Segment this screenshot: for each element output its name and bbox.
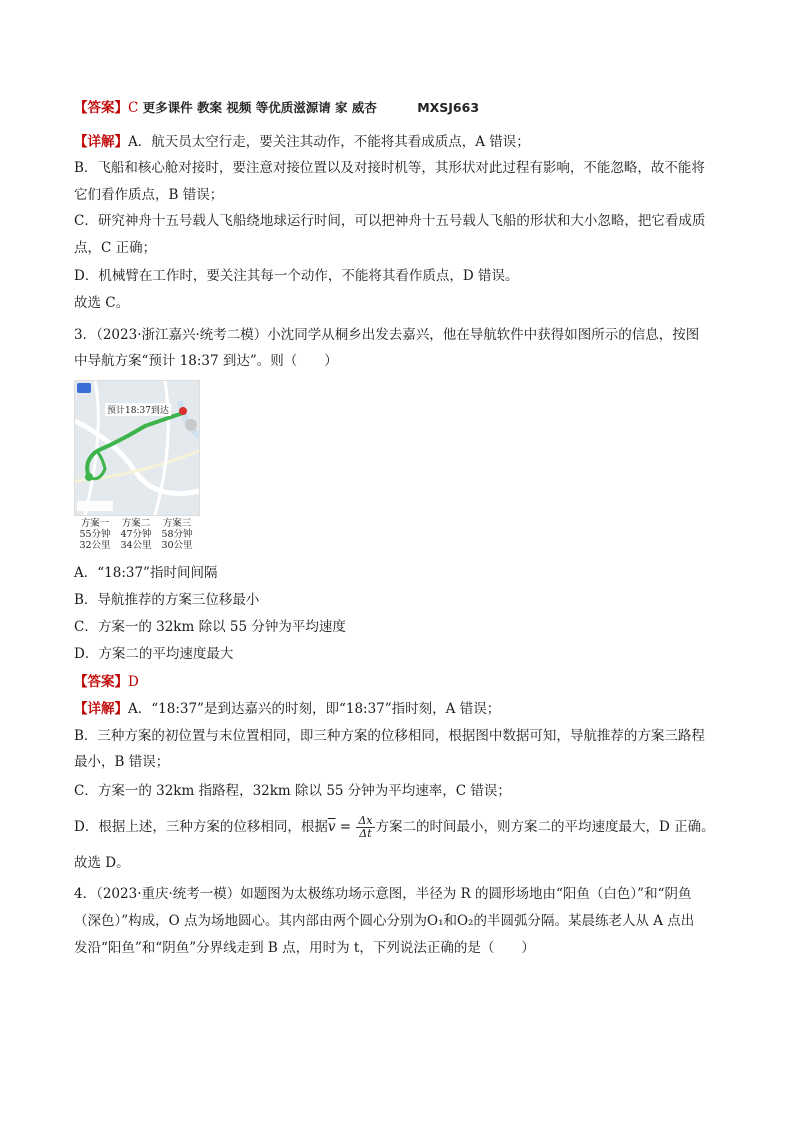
detail-tag: 【详解】 [74, 134, 128, 150]
navigation-map-figure [74, 380, 200, 516]
option-a: A．“18:37”指时间间隔 [74, 565, 218, 581]
velocity-fraction: $\frac{\Delta x}{\Delta t}$ [358, 814, 373, 840]
detail-line: C．方案一的 32km 指路程，32km 除以 55 分钟为平均速率，C 错误； [74, 783, 511, 799]
detail-line: B．飞船和核心舱对接时，要注意对接位置以及对接时机等，其形状对此过程有影响，不能忽略，故不能将 [74, 160, 705, 176]
detail-line: 点，C 正确； [74, 240, 157, 256]
start-marker [85, 473, 93, 481]
map-arrival-label: 预计18:37到达 [105, 403, 171, 416]
answer-tag: 【答案】 [74, 674, 128, 690]
question-4-line: 4．（2023·重庆·统考一模）如题图为太极练功场示意图，半径为 R 的圆形场地由“阳鱼（白色）”和“阴鱼 [74, 886, 692, 902]
answer-value: D [128, 674, 139, 690]
detail-line: C．研究神舟十五号载人飞船绕地球运行时间，可以把神舟十五号载人飞船的形状和大小忽略，把它看成质 [74, 213, 706, 229]
map-svg [75, 381, 199, 515]
question-4-line: 发沿“阳鱼”和“阴鱼”分界线走到 B 点，用时为 t，下列说法正确的是（ ） [74, 940, 535, 956]
detail-tag: 【详解】 [74, 701, 128, 717]
detail-line: B．三种方案的初位置与末位置相同，即三种方案的位移相同，根据图中数据可知，导航推荐的方案三路程 [74, 728, 705, 744]
answer-value: C [128, 100, 139, 116]
end-marker [179, 407, 187, 415]
plan-item: 方案二 47分钟 34公里 [120, 518, 152, 551]
plan-item: 方案三 58分钟 30公里 [161, 518, 193, 551]
detail-line: D．机械臂在工作时，要关注其每一个动作，不能将其看作质点，D 错误。 [74, 268, 519, 284]
detail-line-formula: D．根据上述，三种方案的位移相同，根据$\overline{v}$ = $\frac{\Delta x}{\Delta t}$ 方案二的时间最小，则方案二的平均速度最大，D 正确。 [74, 814, 715, 840]
plan-item: 方案一 55分钟 32公里 [79, 518, 111, 551]
route-plans [74, 518, 198, 554]
option-c: C．方案一的 32km 除以 55 分钟为平均速度 [74, 619, 346, 635]
detail-line: 【详解】A．“18:37”是到达嘉兴的时刻，即“18:37”指时刻，A 错误； [74, 701, 501, 717]
answer-tag: 【答案】 [74, 100, 128, 116]
detail-line: 最小，B 错误； [74, 754, 170, 770]
detail-line: 故选 D。 [74, 855, 130, 871]
option-d: D．方案二的平均速度最大 [74, 646, 234, 662]
detail-line: 【详解】A．航天员太空行走，要关注其动作，不能将其看成质点，A 错误； [74, 134, 530, 150]
answer-line-2 [74, 672, 734, 692]
promo-code: MXSJ663 [417, 100, 480, 115]
detail-line: 故选 C。 [74, 295, 130, 311]
answer-line-1 [74, 98, 734, 118]
option-b: B．导航推荐的方案三位移最小 [74, 592, 260, 608]
detail-line: 它们看作质点，B 错误； [74, 187, 224, 203]
question-3-line: 3．（2023·浙江嘉兴·统考二模）小沈同学从桐乡出发去嘉兴，他在导航软件中获得如图所示的信息，按图 [74, 327, 700, 343]
average-velocity-symbol: $\overline{v}$ [327, 819, 336, 835]
question-3-line: 中导航方案“预计 18:37 到达”。则（ ） [74, 353, 338, 369]
promo-text: 更多课件 教案 视频 等优质滋源请 家 威杏 [142, 100, 377, 115]
question-4-line: （深色）”构成，O 点为场地圆心。其内部由两个圆心分别为O₁和O₂的半圆弧分隔。某晨练老人从 A 点出 [74, 913, 695, 929]
